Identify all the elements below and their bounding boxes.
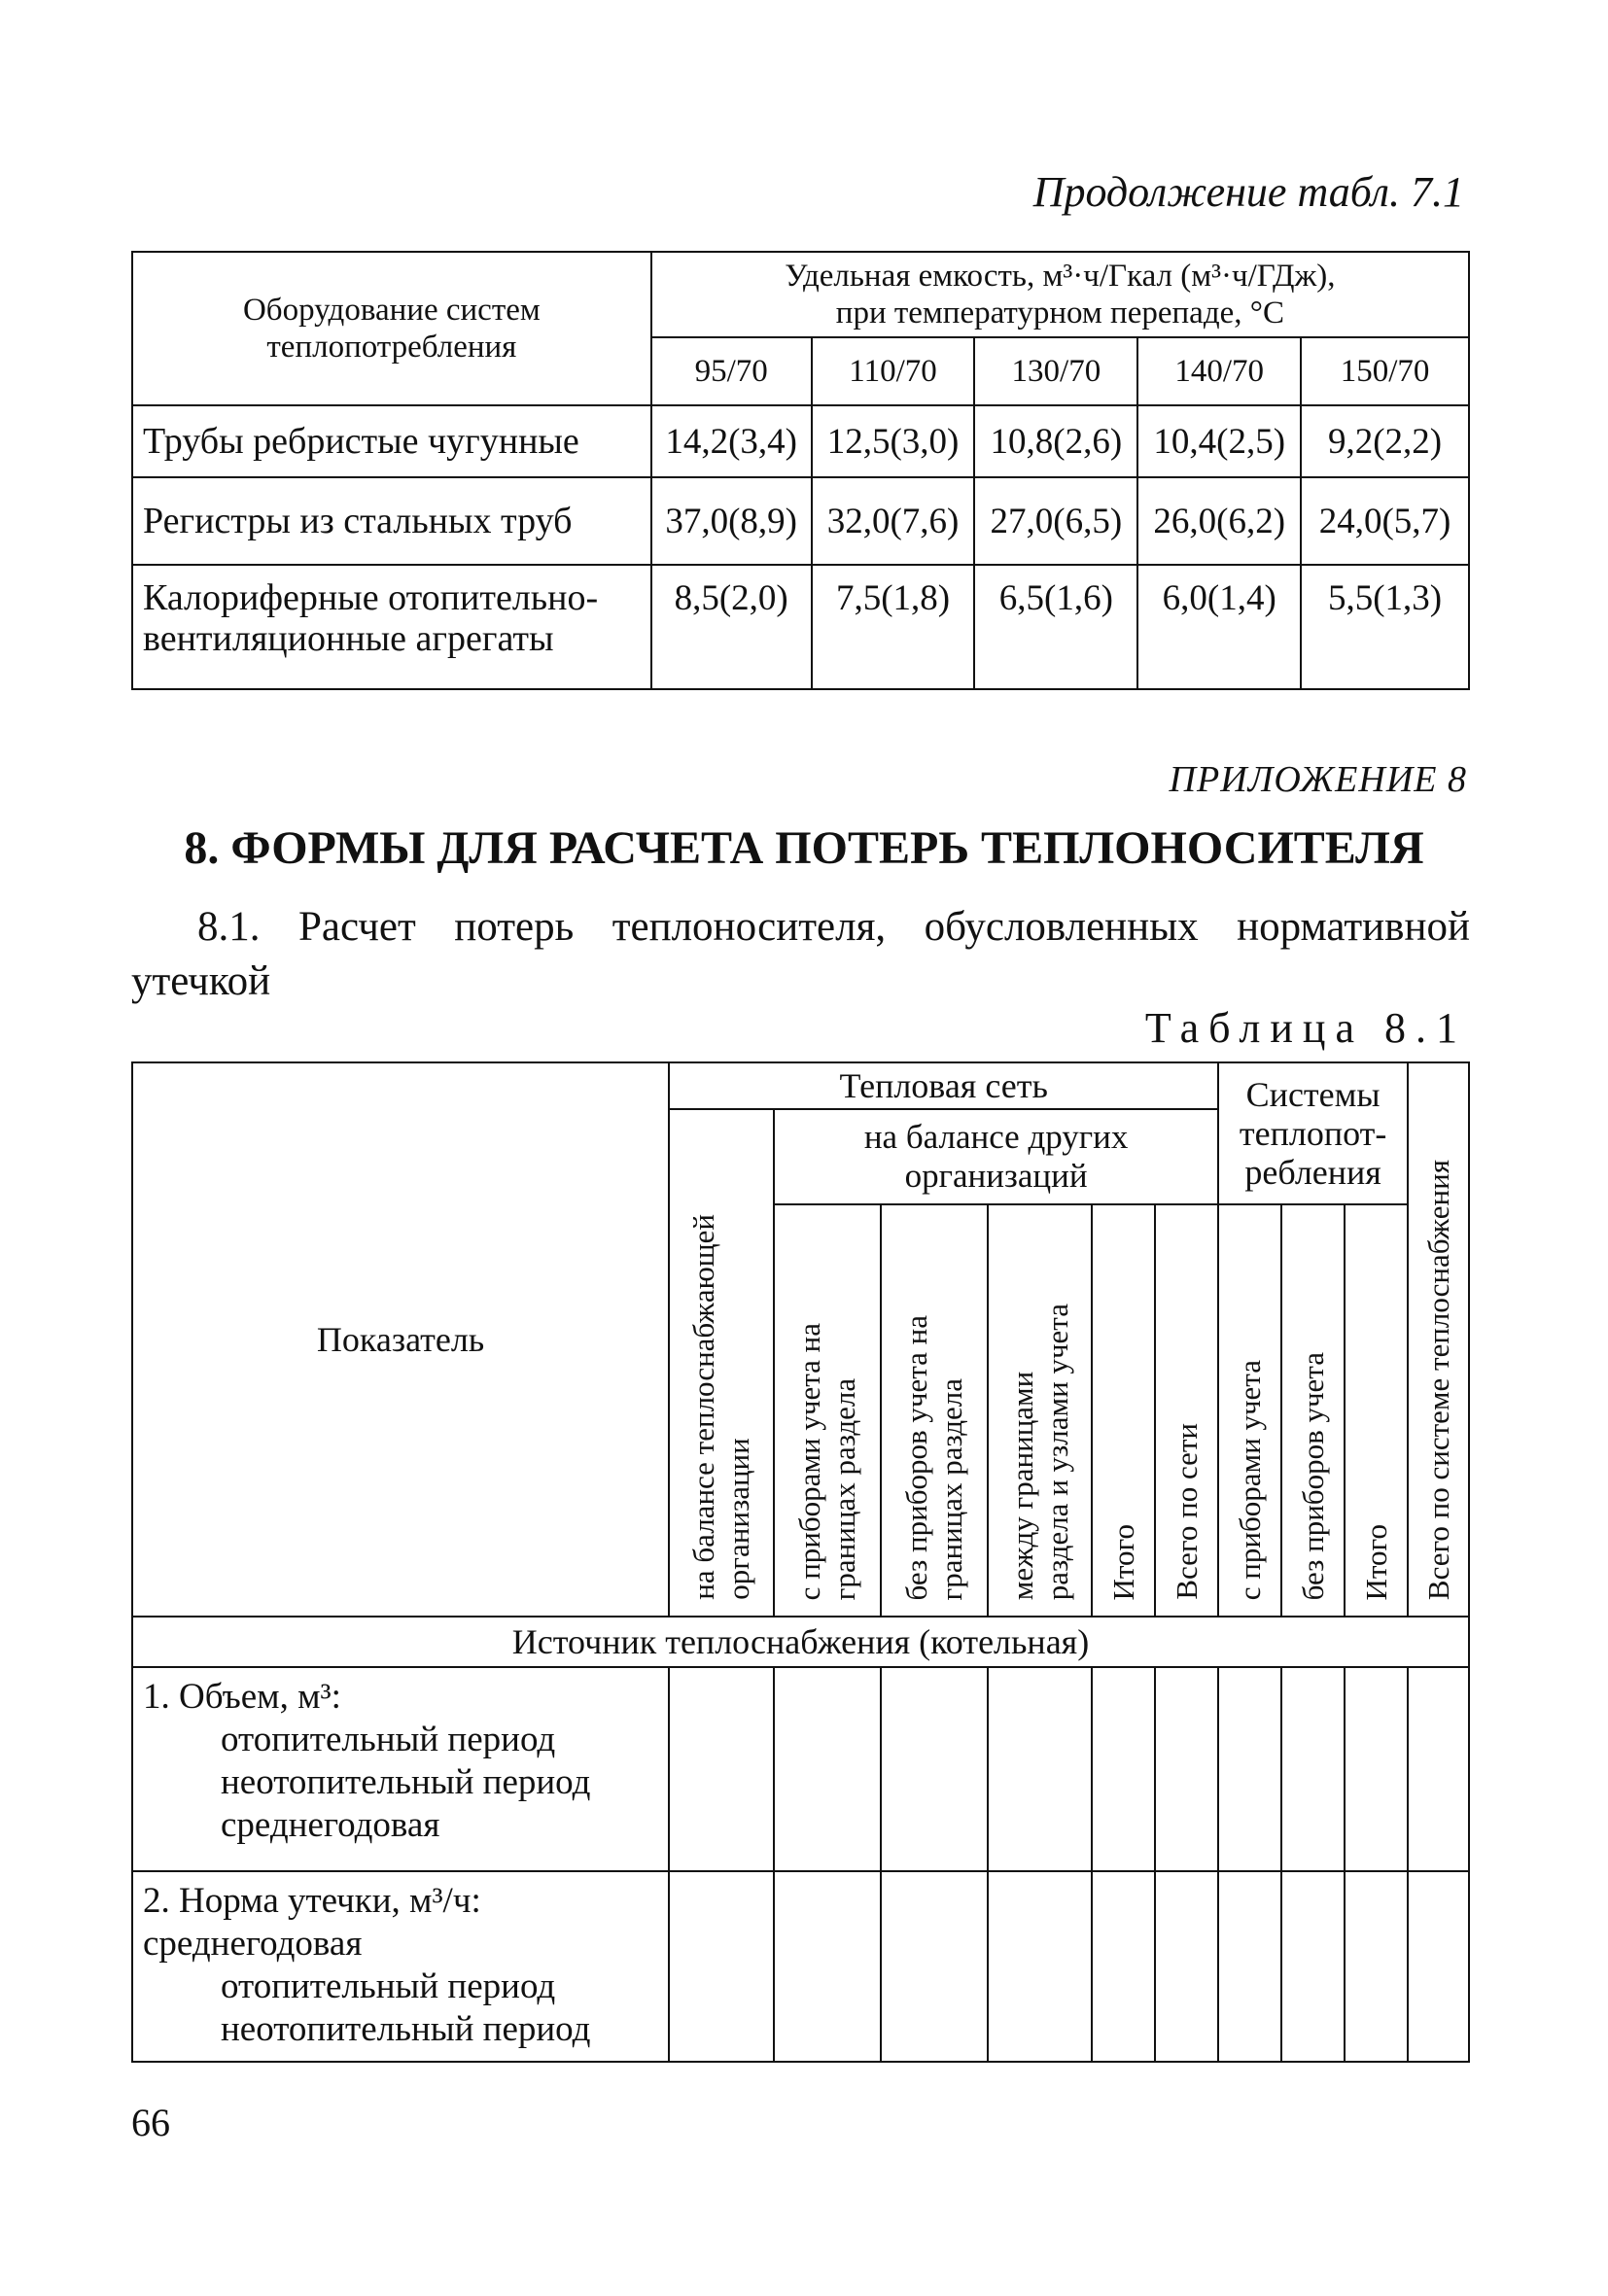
network-total-header-cell — [1155, 1204, 1218, 1617]
temp-header: 95/70 — [651, 337, 812, 405]
temp-header: 130/70 — [974, 337, 1137, 405]
table-row — [132, 565, 1469, 689]
table-7-1 — [131, 251, 1470, 690]
equipment-header: Оборудование систем теплопотребления — [132, 252, 651, 405]
cell-value: 32,0(7,6) — [812, 477, 975, 565]
param-item: отопительный период — [221, 1720, 556, 1759]
with-meters-header-cell — [774, 1204, 881, 1617]
cell-value: 8,5(2,0) — [651, 565, 812, 689]
paragraph: 8.1. Расчет потерь теплоносителя, обусловленных нормативной утечкой — [131, 904, 1470, 1004]
row-label: Регистры из стальных труб — [132, 477, 651, 565]
table-number: Таблица 8.1 — [1144, 1004, 1467, 1052]
system-total-header-cell — [1408, 1062, 1469, 1617]
cell-value: 12,5(3,0) — [812, 405, 975, 477]
without-meters-header-cell — [881, 1204, 988, 1617]
sys-without-meters-header: без приборов учета — [1295, 1351, 1330, 1600]
cell-value: 9,2(2,2) — [1301, 405, 1469, 477]
total-header-cell — [1092, 1204, 1155, 1617]
network-total-header: Всего по сети — [1169, 1423, 1204, 1600]
capacity-header-line2: при температурном перепаде, °С — [835, 296, 1284, 330]
page-number: 66 — [131, 2101, 170, 2144]
temp-header: 150/70 — [1301, 337, 1469, 405]
table-continuation-label: Продолжение табл. 7.1 — [1032, 168, 1464, 216]
sys-total-header-cell — [1345, 1204, 1408, 1617]
cell-value: 37,0(8,9) — [651, 477, 812, 565]
table-8-1 — [131, 1061, 1470, 2063]
sys-total-header: Итого — [1358, 1523, 1393, 1600]
row-label: Трубы ребристые чугунные — [132, 405, 651, 477]
cell-value: 6,0(1,4) — [1137, 565, 1301, 689]
cell-value: 6,5(1,6) — [974, 565, 1137, 689]
total-header: Итого — [1105, 1523, 1140, 1600]
consumption-systems-header: Системы теплопот-ребления — [1218, 1062, 1408, 1204]
param-item: неотопительный период — [221, 2009, 591, 2049]
empty-cell — [1218, 1667, 1281, 1871]
heat-network-header: Тепловая сеть — [669, 1062, 1218, 1109]
empty-cell — [669, 1871, 774, 2062]
empty-cell — [881, 1871, 988, 2062]
with-meters-header: с приборами учета на границах раздела — [791, 1322, 861, 1600]
param-cell — [132, 1871, 669, 2062]
table-row — [132, 477, 1469, 565]
table-row — [132, 1667, 1469, 1871]
without-meters-header: без приборов учета на границах раздела — [898, 1314, 968, 1600]
cell-value: 10,4(2,5) — [1137, 405, 1301, 477]
empty-cell — [774, 1871, 881, 2062]
empty-cell — [669, 1667, 774, 1871]
empty-cell — [1155, 1667, 1218, 1871]
between-header: между границами раздела и узлами учета — [1004, 1303, 1074, 1600]
sys-without-meters-header-cell — [1281, 1204, 1345, 1617]
empty-cell — [881, 1667, 988, 1871]
empty-cell — [1092, 1871, 1155, 2062]
indicator-header: Показатель — [132, 1062, 669, 1617]
empty-cell — [1408, 1871, 1469, 2062]
empty-cell — [1281, 1871, 1345, 2062]
param-cell — [132, 1667, 669, 1871]
supplier-org-header: на балансе теплоснабжающей организации — [686, 1214, 756, 1600]
cell-value: 5,5(1,3) — [1301, 565, 1469, 689]
param-item: отопительный период — [221, 1966, 556, 2006]
cell-value: 24,0(5,7) — [1301, 477, 1469, 565]
empty-cell — [1155, 1871, 1218, 2062]
appendix-label: ПРИЛОЖЕНИЕ 8 — [1169, 759, 1467, 800]
row-label: Калориферные отопительно-вентиляционные агрегаты — [132, 565, 651, 689]
section-title: 8. ФОРМЫ ДЛЯ РАСЧЕТА ПОТЕРЬ ТЕПЛОНОСИТЕЛЯ — [184, 822, 1424, 874]
empty-cell — [1408, 1667, 1469, 1871]
capacity-header — [651, 252, 1469, 337]
empty-cell — [1218, 1871, 1281, 2062]
param-title: 2. Норма утечки, м³/ч: среднегодовая — [143, 1881, 481, 1964]
empty-cell — [1345, 1871, 1408, 2062]
other-orgs-header: на балансе других организаций — [774, 1109, 1218, 1204]
cell-value: 27,0(6,5) — [974, 477, 1137, 565]
supplier-org-header-cell — [669, 1109, 774, 1617]
cell-value: 14,2(3,4) — [651, 405, 812, 477]
empty-cell — [774, 1667, 881, 1871]
empty-cell — [1345, 1667, 1408, 1871]
temp-header: 110/70 — [812, 337, 975, 405]
sys-with-meters-header-cell — [1218, 1204, 1281, 1617]
between-header-cell — [988, 1204, 1093, 1617]
param-item: неотопительный период — [221, 1762, 591, 1802]
param-title: 1. Объем, м³: — [143, 1677, 341, 1717]
table-row — [132, 405, 1469, 477]
empty-cell — [1281, 1667, 1345, 1871]
param-item: среднегодовая — [221, 1805, 440, 1845]
cell-value: 10,8(2,6) — [974, 405, 1137, 477]
cell-value: 7,5(1,8) — [812, 565, 975, 689]
capacity-header-line1: Удельная емкость, м³·ч/Гкал (м³·ч/ГДж), — [785, 259, 1336, 294]
temp-header: 140/70 — [1137, 337, 1301, 405]
empty-cell — [1092, 1667, 1155, 1871]
empty-cell — [988, 1667, 1093, 1871]
table-row — [132, 1871, 1469, 2062]
cell-value: 26,0(6,2) — [1137, 477, 1301, 565]
sys-with-meters-header: с приборами учета — [1232, 1359, 1267, 1600]
empty-cell — [988, 1871, 1093, 2062]
source-row: Источник теплоснабжения (котельная) — [132, 1617, 1469, 1667]
system-total-header: Всего по системе теплоснабжения — [1420, 1159, 1455, 1600]
